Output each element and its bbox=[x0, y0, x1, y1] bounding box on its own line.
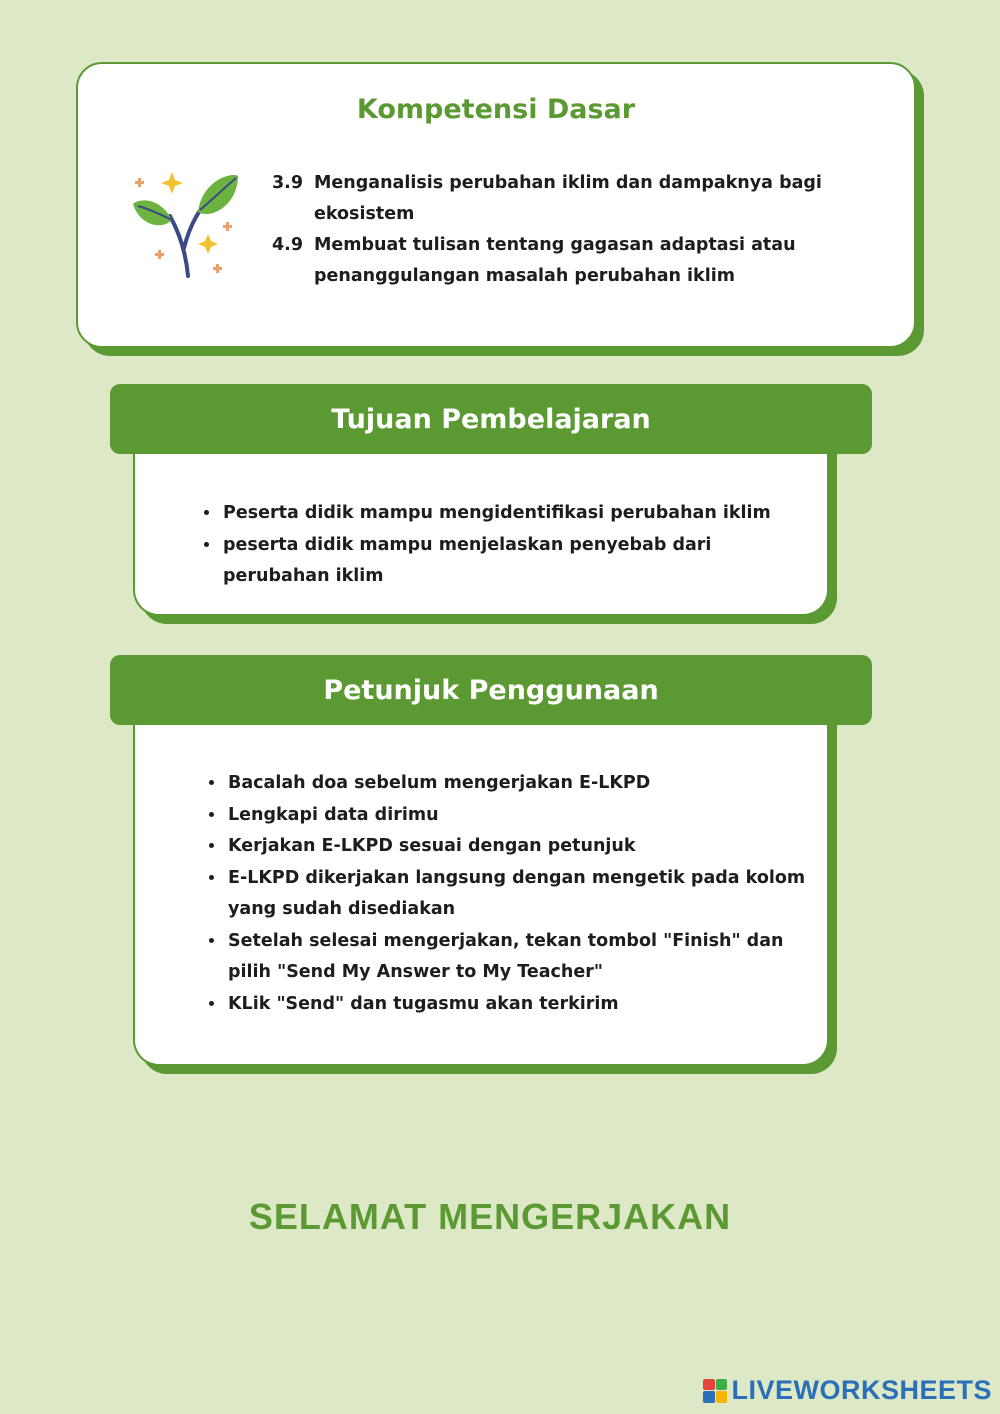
kompetensi-dasar-title: Kompetensi Dasar bbox=[356, 94, 636, 125]
petunjuk-penggunaan-header: Petunjuk Penggunaan bbox=[110, 655, 872, 725]
liveworksheets-logo-text: LIVEWORKSHEETS bbox=[731, 1375, 992, 1405]
closing-message: SELAMAT MENGERJAKAN bbox=[248, 1196, 732, 1237]
list-item: • E-LKPD dikerjakan langsung dengan mengetik pada kolom yang sudah disediakan bbox=[226, 863, 806, 926]
list-item: • KLik "Send" dan tugasmu akan terkirim bbox=[226, 989, 806, 1021]
kompetensi-dasar-card bbox=[76, 62, 916, 348]
tujuan-pembelajaran-card bbox=[133, 446, 829, 616]
liveworksheets-logo[interactable] bbox=[703, 1375, 992, 1406]
list-item: • Setelah selesai mengerjakan, tekan tombol "Finish" dan pilih "Send My Answer to My Teacher" bbox=[226, 926, 806, 989]
tujuan-list bbox=[199, 498, 781, 593]
petunjuk-list bbox=[204, 768, 806, 1020]
kompetensi-text: Menganalisis perubahan iklim dan dampaknya bagi ekosistem bbox=[314, 173, 822, 224]
petunjuk-penggunaan-card bbox=[133, 716, 829, 1066]
kompetensi-dasar-list bbox=[272, 168, 832, 292]
kompetensi-number: 4.9 bbox=[272, 235, 304, 255]
list-item: • peserta didik mampu menjelaskan penyebab dari perubahan iklim bbox=[221, 530, 781, 593]
list-item: • Lengkapi data dirimu bbox=[226, 800, 806, 832]
kompetensi-item bbox=[272, 230, 832, 292]
plant-sprout-icon bbox=[128, 164, 248, 284]
kompetensi-text: Membuat tulisan tentang gagasan adaptasi atau penanggulangan masalah perubahan iklim bbox=[314, 235, 796, 286]
list-item: • Kerjakan E-LKPD sesuai dengan petunjuk bbox=[226, 831, 806, 863]
kompetensi-item bbox=[272, 168, 832, 230]
tujuan-pembelajaran-header: Tujuan Pembelajaran bbox=[110, 384, 872, 454]
list-item: • Bacalah doa sebelum mengerjakan E-LKPD bbox=[226, 768, 806, 800]
kompetensi-number: 3.9 bbox=[272, 173, 304, 193]
liveworksheets-logo-icon bbox=[703, 1379, 727, 1403]
list-item: • Peserta didik mampu mengidentifikasi perubahan iklim bbox=[221, 498, 781, 530]
